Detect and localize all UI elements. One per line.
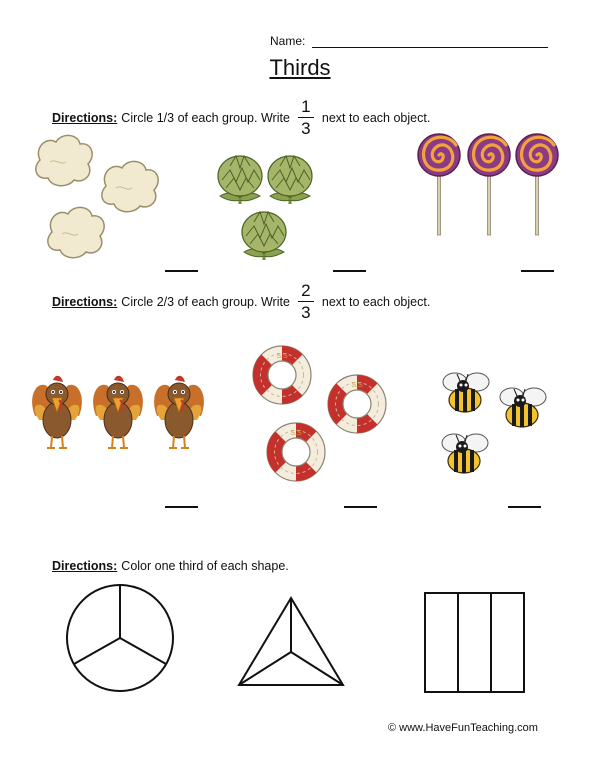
directions-text-after: next to each object. [321, 110, 431, 125]
directions-text: Circle 2/3 of each group. Write [121, 294, 290, 309]
directions-text-after: next to each object. [321, 294, 431, 309]
page-title: Thirds [269, 55, 331, 80]
directions-text: Color one third of each shape. [121, 559, 289, 573]
directions-label: Directions: [52, 110, 118, 125]
fraction-one-third: $\frac{1}{3}$ [298, 98, 314, 137]
name-label: Name: [270, 34, 306, 48]
copyright-footer: © www.HaveFunTeaching.com [388, 722, 538, 734]
directions-text: Circle 1/3 of each group. Write [121, 110, 290, 125]
fraction-two-thirds: $\frac{2}{3}$ [298, 282, 314, 321]
directions-label: Directions: [52, 559, 118, 573]
directions-label: Directions: [52, 294, 118, 309]
